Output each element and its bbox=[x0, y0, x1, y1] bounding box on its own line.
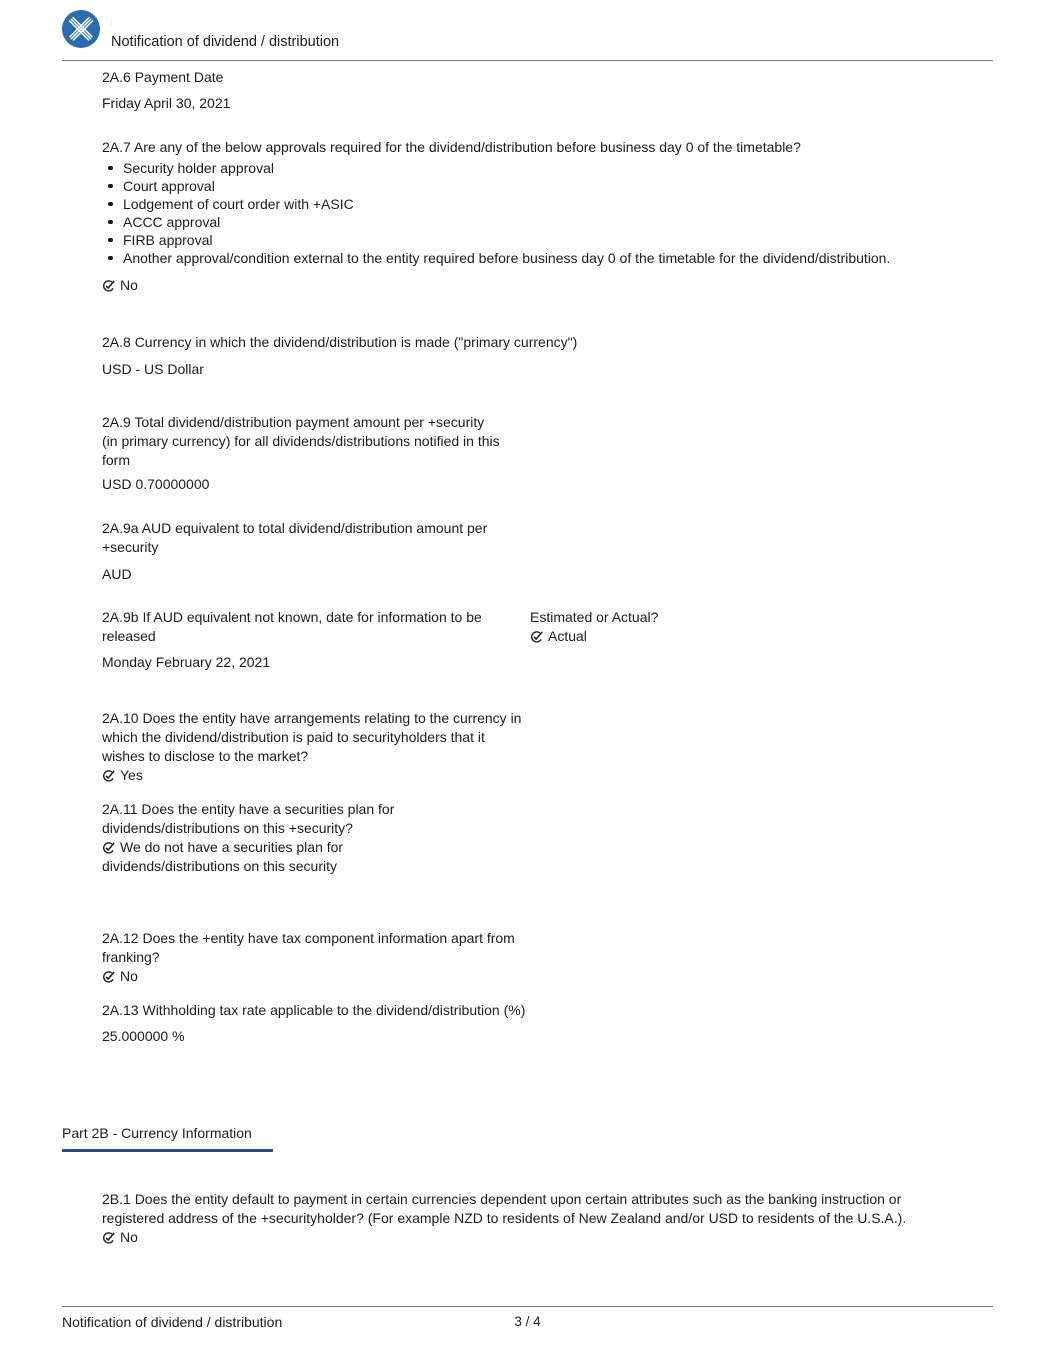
question-2a13-value: 25.000000 % bbox=[102, 1028, 185, 1044]
header-title: Notification of dividend / distribution bbox=[111, 34, 340, 50]
question-2a9b-label: 2A.9b If AUD equivalent not known, date for information to be released bbox=[102, 609, 482, 644]
bullet-item: ACCC approval bbox=[102, 213, 993, 231]
question-2a6-label: 2A.6 Payment Date bbox=[102, 69, 224, 85]
question-2a8-label: 2A.8 Currency in which the dividend/distribution is made ("primary currency") bbox=[102, 334, 578, 350]
question-2a8-value: USD - US Dollar bbox=[102, 361, 204, 377]
check-icon bbox=[102, 1231, 115, 1244]
bullet-item: FIRB approval bbox=[102, 231, 993, 249]
header-divider bbox=[62, 60, 993, 61]
question-2a10-answer bbox=[102, 766, 993, 785]
estimated-or-actual-answer bbox=[530, 627, 993, 646]
page-header bbox=[62, 0, 993, 60]
answer-text: No bbox=[120, 1229, 138, 1245]
check-icon bbox=[102, 769, 115, 782]
question-2b1-label: 2B.1 Does the entity default to payment in certain currencies dependent upon certain attributes such as the banking instruction or registered address of the +securityholder? (For example NZD to residents of New Zealand and/or USD to residents of the U.S.A.). bbox=[102, 1191, 907, 1226]
question-2a12-answer bbox=[102, 967, 993, 986]
answer-text: Actual bbox=[548, 628, 587, 644]
question-2a13-label: 2A.13 Withholding tax rate applicable to the dividend/distribution (%) bbox=[102, 1002, 526, 1018]
question-2a11-label: 2A.11 Does the entity have a securities plan for dividends/distributions on this +security? bbox=[102, 801, 395, 836]
answer-text: No bbox=[120, 968, 138, 984]
question-2a7-answer bbox=[102, 276, 993, 295]
footer-title: Notification of dividend / distribution bbox=[62, 1314, 283, 1330]
question-2a9a-value: AUD bbox=[102, 566, 132, 582]
answer-text: We do not have a securities plan for dividends/distributions on this security bbox=[102, 839, 344, 874]
bullet-item: Court approval bbox=[102, 177, 993, 195]
bullet-item: Another approval/condition external to the entity required before business day 0 of the timetable for the dividend/distribution. bbox=[102, 249, 993, 267]
check-icon bbox=[102, 841, 115, 854]
question-2a12-label: 2A.12 Does the +entity have tax component information apart from franking? bbox=[102, 930, 515, 965]
bullet-item: Lodgement of court order with +ASIC bbox=[102, 195, 993, 213]
check-icon bbox=[102, 970, 115, 983]
question-2a9-label: 2A.9 Total dividend/distribution payment amount per +security (in primary currency) for all dividends/distributions notified in this form bbox=[102, 414, 500, 468]
approval-bullet-list bbox=[102, 159, 993, 267]
estimated-or-actual-block bbox=[530, 608, 993, 646]
question-2a9-value: USD 0.70000000 bbox=[102, 476, 210, 492]
page-number: 3 / 4 bbox=[514, 1314, 541, 1329]
check-icon bbox=[530, 630, 543, 643]
part-2b-underline bbox=[62, 1149, 273, 1152]
part-2b-heading: Part 2B - Currency Information bbox=[62, 1125, 252, 1141]
answer-text: No bbox=[120, 277, 138, 293]
question-2a11-answer bbox=[102, 838, 397, 876]
question-2a6-value: Friday April 30, 2021 bbox=[102, 95, 231, 111]
form-content bbox=[62, 68, 993, 1247]
asx-logo-icon bbox=[62, 10, 100, 48]
question-2a9a-label: 2A.9a AUD equivalent to total dividend/distribution amount per +security bbox=[102, 520, 488, 555]
question-2a7-label: 2A.7 Are any of the below approvals required for the dividend/distribution before business day 0 of the timetable? bbox=[102, 139, 801, 155]
bullet-item: Security holder approval bbox=[102, 159, 993, 177]
question-2a9b-row bbox=[102, 608, 993, 646]
page-footer bbox=[62, 1306, 993, 1337]
answer-text: Yes bbox=[120, 767, 143, 783]
check-icon bbox=[102, 279, 115, 292]
question-2b1-answer bbox=[102, 1228, 993, 1247]
question-2a10-label: 2A.10 Does the entity have arrangements relating to the currency in which the dividend/distribution is paid to securityholders that it wishes to disclose to the market? bbox=[102, 710, 522, 764]
estimated-or-actual-label: Estimated or Actual? bbox=[530, 609, 659, 625]
question-2a9b-value: Monday February 22, 2021 bbox=[102, 654, 271, 670]
